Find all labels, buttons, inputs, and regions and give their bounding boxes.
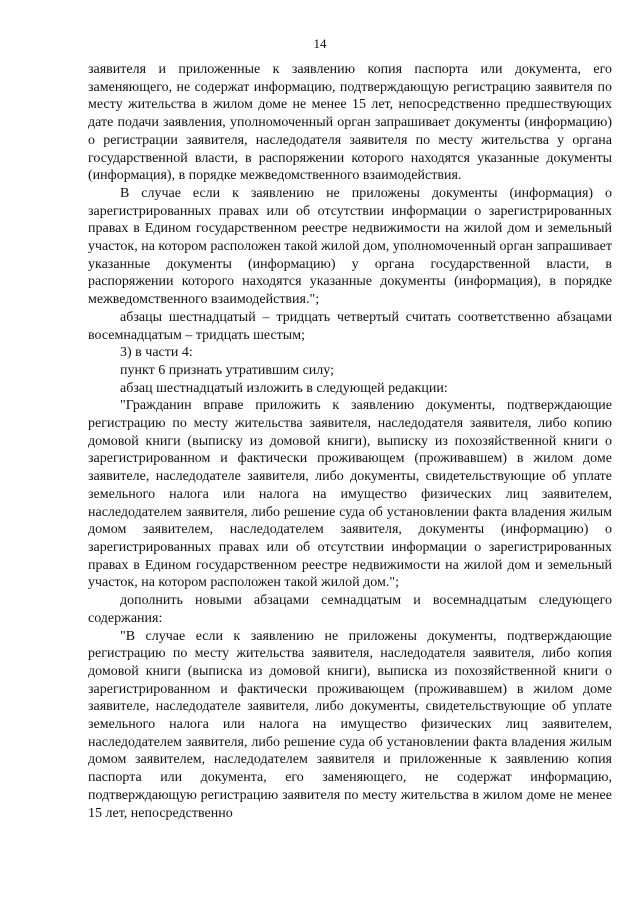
paragraph: абзац шестнадцатый изложить в следующей редакции: — [120, 380, 448, 396]
paragraph: В случае если к заявлению не приложены документы (информация) о зарегистрированных правах или об отсутствии информации о зарегистрированных правах в Едином государственном реестре недвижимости на жилой дом и земельный участок, на котором расположен такой жилой дом, уполномоченный орган запрашивает указанные документы (информацию) у органа государственной власти, в распоряжении которого находятся указанные документы (информация), в порядке межведомственного взаимодействия."; — [88, 185, 612, 308]
paragraph: заявителя и приложенные к заявлению копия паспорта или документа, его заменяющего, не содержат информацию, подтверждающую регистрацию заявителя по месту жительства в жилом доме не менее 15 лет, непосредственно предшествующих дате подачи заявления, уполномоченный орган запрашивает документы (информацию) о регистрации заявителя, наследодателя заявителя по месту жительства у органа государственной власти, в распоряжении которого находятся указанные документы (информация), в порядке межведомственного взаимодействия. — [88, 62, 612, 184]
document-body — [88, 61, 612, 822]
page-number: 14 — [313, 36, 327, 51]
paragraph: дополнить новыми абзацами семнадцатым и восемнадцатым следующего содержания: — [88, 593, 612, 626]
paragraph: "В случае если к заявлению не приложены документы, подтверждающие регистрацию по месту жительства заявителя, наследодателя заявителя, либо копия домовой книги (выписка из домовой книги), выписка из похозяйственной книги о зарегистрированном и фактически проживающем (проживавшем) в жилом доме заявителе, наследодателе заявителя, либо документы, свидетельствующие об уплате земельного налога или налога на имущество физических лиц заявителем, наследодателем заявителя, либо решение суда об установлении факта владения жилым домом заявителем, наследодателем заявителя и приложенные к заявлению копия паспорта или документа, его заменяющего, не содержат информацию, подтверждающую регистрацию заявителя по месту жительства в жилом доме не менее 15 лет, непосредственно — [88, 628, 612, 821]
paragraph: "Гражданин вправе приложить к заявлению документы, подтверждающие регистрацию по месту жительства заявителя, наследодателя заявителя, либо копию домовой книги (выписку из домовой книги), выписку из похозяйственной книги о зарегистрированном и фактически проживающем (проживавшем) в жилом доме заявителе, наследодателе заявителя, либо документы, свидетельствующие об уплате земельного налога или налога на имущество физических лиц заявителем, наследодателем заявителя, либо решение суда об установлении факта владения жилым домом заявителем, наследодателем заявителя, документы (информацию) о зарегистрированных правах или об отсутствии информации о зарегистрированных правах в Едином государственном реестре недвижимости на жилой дом и земельный участок, на котором расположен такой жилой дом."; — [88, 398, 612, 591]
paragraph: пункт 6 признать утратившим силу; — [120, 362, 334, 378]
paragraph: абзацы шестнадцатый – тридцать четвертый считать соответственно абзацами восемнадцатым – тридцать шестым; — [88, 309, 612, 343]
paragraph: 3) в части 4: — [120, 345, 193, 361]
